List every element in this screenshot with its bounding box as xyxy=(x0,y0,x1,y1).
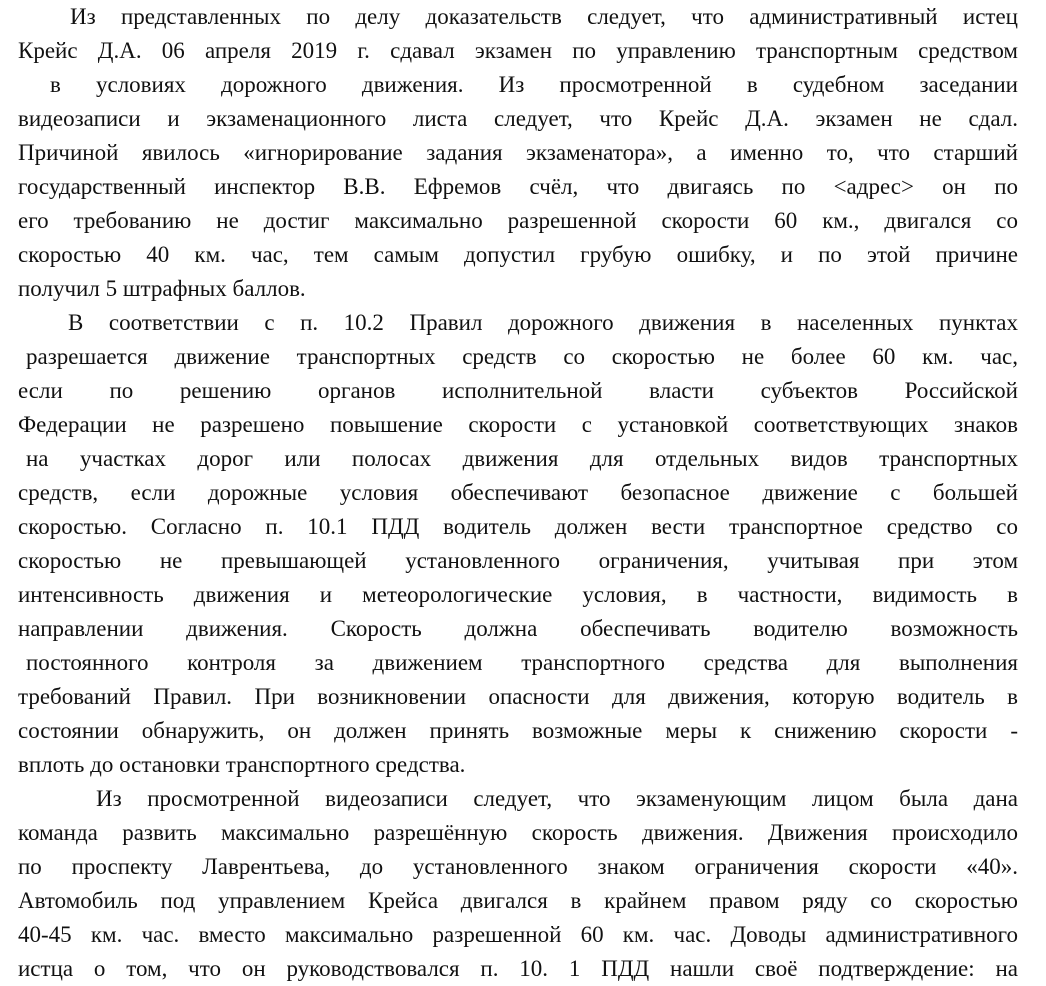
text-line: скоростью не превышающей установленного ограничения, учитывая при этом xyxy=(18,548,1018,573)
text-line: Крейс Д.А. 06 апреля 2019 г. сдавал экзамен по управлению транспортным средством xyxy=(18,38,1018,63)
text-line: интенсивность движения и метеорологические условия, в частности, видимость в xyxy=(18,582,1018,607)
text-line: команда развить максимально разрешённую скорость движения. Движения происходило xyxy=(18,820,1018,845)
text-line: если по решению органов исполнительной власти субъектов Российской xyxy=(18,378,1018,403)
text-line: направлении движения. Скорость должна обеспечивать водителю возможность xyxy=(18,616,1018,641)
text-line: средств, если дорожные условия обеспечивают безопасное движение с большей xyxy=(18,480,1018,505)
text-line: Из представленных по делу доказательств следует, что административный истец xyxy=(70,4,1018,29)
paragraph-3 xyxy=(18,782,1018,986)
document-page xyxy=(18,0,1018,986)
text-line: получил 5 штрафных баллов. xyxy=(18,276,306,301)
text-line: видеозаписи и экзаменационного листа следует, что Крейс Д.А. экзамен не сдал. xyxy=(18,106,1018,131)
text-line: его требованию не достиг максимально разрешенной скорости 60 км., двигался со xyxy=(18,208,1018,233)
text-line: в условиях дорожного движения. Из просмотренной в судебном заседании xyxy=(50,72,1018,97)
text-line: истца о том, что он руководствовался п. 10. 1 ПДД нашли своё подтверждение: на xyxy=(18,956,1018,981)
text-line: скоростью. Согласно п. 10.1 ПДД водитель должен вести транспортное средство со xyxy=(18,514,1018,539)
text-line: требований Правил. При возникновении опасности для движения, которую водитель в xyxy=(18,684,1018,709)
text-line: на участках дорог или полосах движения для отдельных видов транспортных xyxy=(26,446,1018,471)
text-line: разрешается движение транспортных средств со скоростью не более 60 км. час, xyxy=(26,344,1018,369)
paragraph-2 xyxy=(18,306,1018,782)
text-line: по проспекту Лаврентьева, до установленного знаком ограничения скорости «40». xyxy=(18,854,1018,879)
text-line: Из просмотренной видеозаписи следует, что экзаменующим лицом была дана xyxy=(96,786,1018,811)
text-line: государственный инспектор В.В. Ефремов счёл, что двигаясь по <адрес> он по xyxy=(18,174,1018,199)
text-line: В соответствии с п. 10.2 Правил дорожного движения в населенных пунктах xyxy=(68,310,1018,335)
text-line: состоянии обнаружить, он должен принять возможные меры к снижению скорости - xyxy=(18,718,1018,743)
text-line: 40-45 км. час. вместо максимально разрешенной 60 км. час. Доводы административного xyxy=(18,922,1018,947)
text-line: Причиной явилось «игнорирование задания экзаменатора», а именно то, что старший xyxy=(18,140,1018,165)
text-line: постоянного контроля за движением транспортного средства для выполнения xyxy=(26,650,1018,675)
text-line: Федерации не разрешено повышение скорости с установкой соответствующих знаков xyxy=(18,412,1018,437)
text-line: скоростью 40 км. час, тем самым допустил грубую ошибку, и по этой причине xyxy=(18,242,1018,267)
paragraph-1 xyxy=(18,0,1018,306)
text-line: Автомобиль под управлением Крейса двигался в крайнем правом ряду со скоростью xyxy=(18,888,1018,913)
text-line: вплоть до остановки транспортного средства. xyxy=(18,752,466,777)
